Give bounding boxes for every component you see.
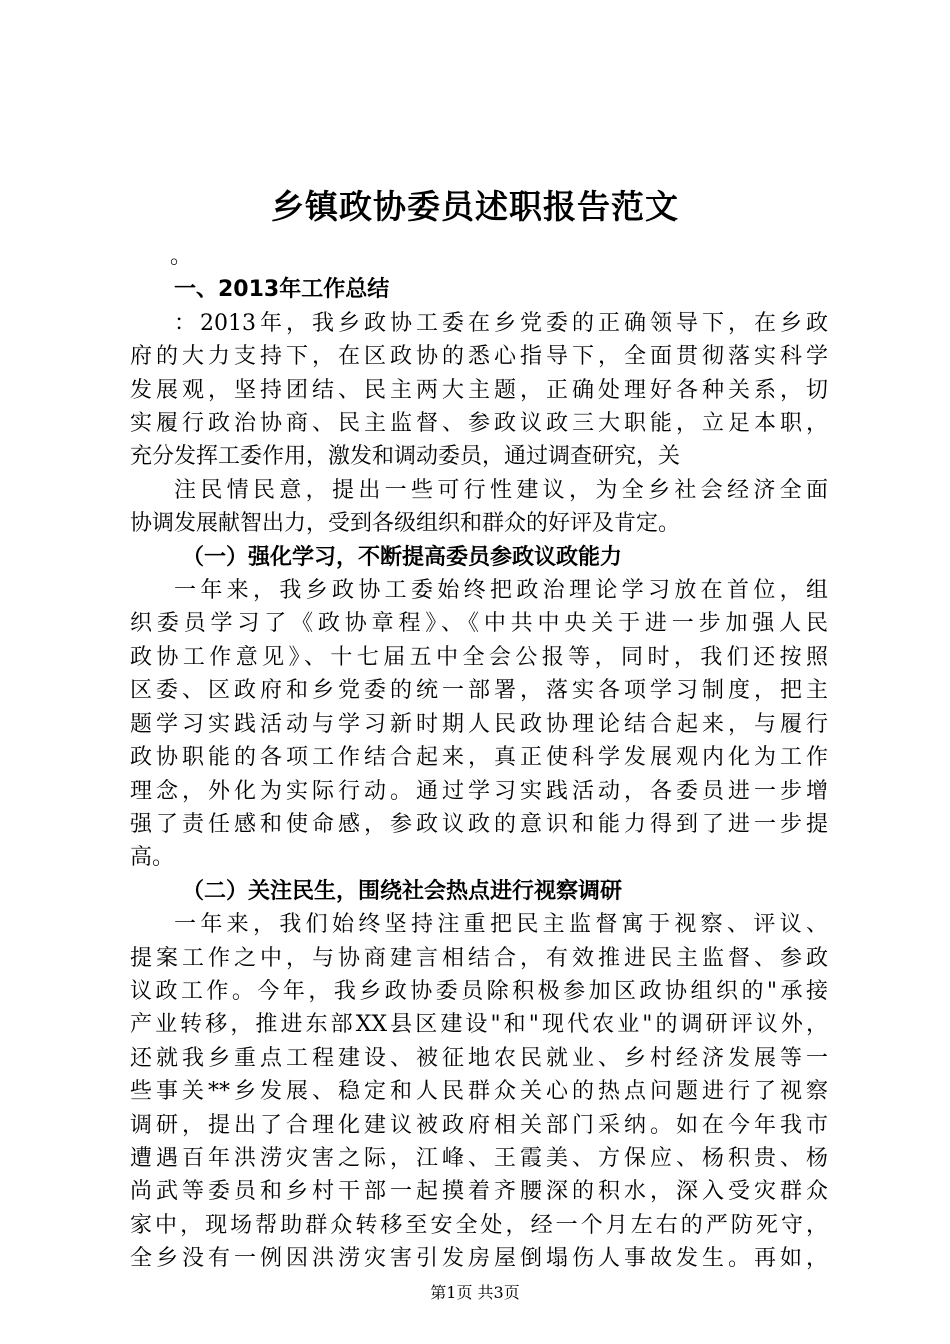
paragraph-line: 一年来，我乡政协工委始终把政治理论学习放在首位，组 [174,578,828,604]
document-title: 乡镇政协委员述职报告范文 [271,187,679,226]
paragraph-line: 尚武等委员和乡村干部一起摸着齐腰深的积水，深入受灾群众 [130,1179,828,1205]
section-heading: （二）关注民生，围绕社会热点进行视察调研 [182,878,623,904]
paragraph-line: 题学习实践活动与学习新时期人民政协理论结合起来，与履行 [130,711,828,737]
paragraph-line: 全乡没有一例因洪涝灾害引发房屋倒塌伤人事故发生。再如， [130,1246,828,1272]
paragraph-line: 提案工作之中，与协商建言相结合，有效推进民主监督、参政 [130,945,828,971]
paragraph-line: 。 [170,244,193,269]
paragraph-line: 政协职能的各项工作结合起来，真正使科学发展观内化为工作 [130,745,828,771]
paragraph-line: 一年来，我们始终坚持注重把民主监督寓于视察、评议、 [174,912,828,938]
paragraph-line: 高。 [130,845,175,871]
paragraph-line: 发展观，坚持团结、民主两大主题，正确处理好各种关系，切 [130,377,828,403]
paragraph-line: 府的大力支持下，在区政协的悉心指导下，全面贯彻落实科学 [130,344,828,370]
section-heading: 一、2013年工作总结 [174,277,390,303]
paragraph-line: 议政工作。今年，我乡政协委员除积极参加区政协组织的"承接 [130,978,828,1004]
paragraph-line: 区委、区政府和乡党委的统一部署，落实各项学习制度，把主 [130,678,828,704]
paragraph-line: 遭遇百年洪涝灾害之际，江峰、王霞美、方保应、杨积贵、杨 [130,1145,828,1171]
paragraph-line: 协调发展献智出力，受到各级组织和群众的好评及肯定。 [130,511,681,537]
document-body [130,240,828,1276]
paragraph-line: 些事关**乡发展、稳定和人民群众关心的热点问题进行了视察 [130,1079,828,1105]
paragraph-line: 产业转移，推进东部XX县区建设"和"现代农业"的调研评议外， [130,1012,828,1038]
paragraph-line: 还就我乡重点工程建设、被征地农民就业、乡村经济发展等一 [130,1045,828,1071]
page-footer: 第1页 共3页 [430,1283,520,1302]
paragraph-line: ：2013年，我乡政协工委在乡党委的正确领导下，在乡政 [174,310,828,336]
paragraph-line: 注民情民意，提出一些可行性建议，为全乡社会经济全面 [174,477,828,503]
paragraph-line: 理念，外化为实际行动。通过学习实践活动，各委员进一步增 [130,778,828,804]
section-heading: （一）强化学习，不断提高委员参政议政能力 [182,544,623,570]
paragraph-line: 实履行政治协商、民主监督、参政议政三大职能，立足本职， [130,411,828,437]
paragraph-line: 织委员学习了《政协章程》、《中共中央关于进一步加强人民 [130,611,828,637]
paragraph-line: 家中，现场帮助群众转移至安全处，经一个月左右的严防死守， [130,1212,828,1238]
paragraph-line: 政协工作意见》、十七届五中全会公报等，同时，我们还按照 [130,644,828,670]
paragraph-line: 充分发挥工委作用，激发和调动委员，通过调查研究，关 [130,444,681,470]
paragraph-line: 强了责任感和使命感，参政议政的意识和能力得到了进一步提 [130,811,828,837]
paragraph-line: 调研，提出了合理化建议被政府相关部门采纳。如在今年我市 [130,1112,828,1138]
